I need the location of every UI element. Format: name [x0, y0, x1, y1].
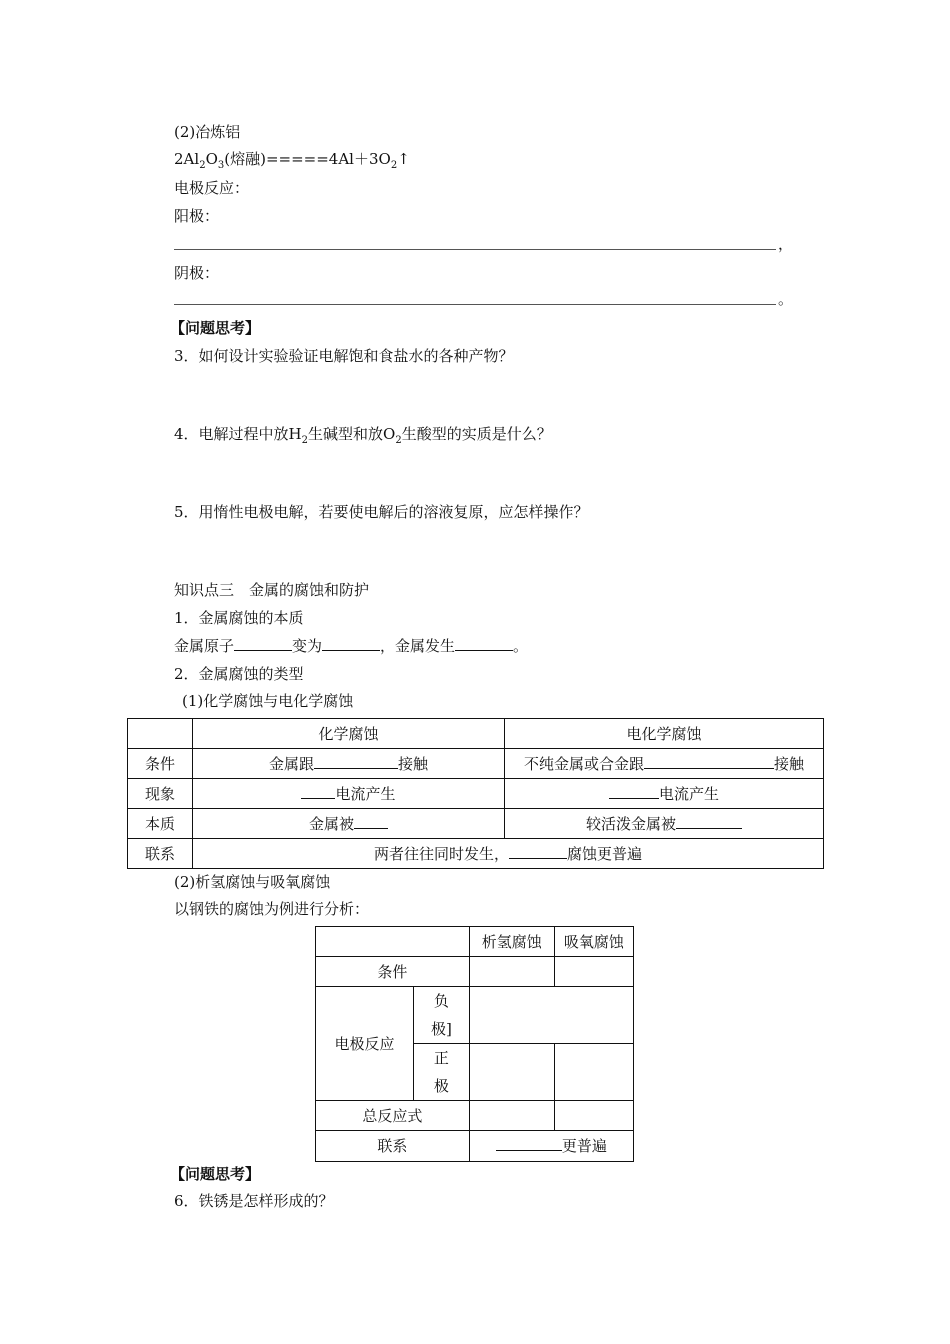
thinking-title-2: 【问题思考】	[170, 1165, 261, 1183]
row-label-essence: 本质	[128, 809, 193, 839]
item-1-title: 1．金属腐蚀的本质	[174, 609, 304, 627]
row-label-condition: 条件	[316, 957, 470, 987]
cell-phenomenon-electro: 电流产生	[505, 779, 824, 809]
subsection-1-title: (1)化学腐蚀与电化学腐蚀	[182, 692, 354, 710]
label-positive-electrode: 正 极	[414, 1044, 470, 1101]
item-1-fill: 金属原子 变为 ，金属发生 。	[174, 637, 529, 655]
cell-condition-o[interactable]	[554, 957, 633, 987]
cell-condition-chemical: 金属跟 接触	[193, 749, 505, 779]
blank-input[interactable]	[676, 814, 742, 829]
blank-input[interactable]	[314, 754, 398, 769]
row-label-relation: 联系	[316, 1131, 470, 1162]
thinking-title-1: 【问题思考】	[170, 319, 261, 337]
row-label-total: 总反应式	[316, 1101, 470, 1131]
cathode-end-punct: 。	[778, 290, 794, 308]
anode-end-punct: ，	[778, 235, 794, 253]
header-chemical: 化学腐蚀	[193, 719, 505, 749]
cell-total-h[interactable]	[469, 1101, 554, 1131]
label-negative-electrode: 负 极]	[414, 987, 470, 1044]
blank-input[interactable]	[509, 844, 567, 859]
header-oxygen-absorption: 吸氧腐蚀	[554, 927, 633, 957]
knowledge-point-3-title: 知识点三 金属的腐蚀和防护	[174, 581, 370, 599]
blank-input[interactable]	[644, 754, 774, 769]
blank-input[interactable]	[455, 636, 513, 651]
cell-essence-chemical: 金属被	[193, 809, 505, 839]
anode-label: 阳极：	[174, 207, 220, 225]
row-label-relation: 联系	[128, 839, 193, 869]
row-label-phenomenon: 现象	[128, 779, 193, 809]
cell-relation: 更普遍	[469, 1131, 633, 1162]
corrosion-comparison-table	[127, 718, 824, 869]
blank-input[interactable]	[354, 814, 388, 829]
cell-total-o[interactable]	[554, 1101, 633, 1131]
hydrogen-oxygen-corrosion-table	[315, 926, 634, 1162]
cell-positive-h[interactable]	[469, 1044, 554, 1101]
blank-input[interactable]	[496, 1136, 562, 1151]
blank-input[interactable]	[609, 784, 659, 799]
steel-corrosion-intro: 以钢铁的腐蚀为例进行分析：	[174, 900, 370, 918]
header-hydrogen-evolution: 析氢腐蚀	[469, 927, 554, 957]
question-3: 3．如何设计实验验证电解饱和食盐水的各种产物？	[174, 347, 514, 365]
header-electrochemical: 电化学腐蚀	[505, 719, 824, 749]
row-label-electrode: 电极反应	[316, 987, 414, 1101]
cathode-answer-line[interactable]	[174, 304, 776, 305]
question-6: 6．铁锈是怎样形成的？	[174, 1192, 334, 1210]
blank-input[interactable]	[322, 636, 380, 651]
cell-positive-o[interactable]	[554, 1044, 633, 1101]
cell-relation: 两者往往同时发生， 腐蚀更普遍	[193, 839, 824, 869]
question-5: 5．用惰性电极电解，若要使电解后的溶液复原，应怎样操作？	[174, 503, 589, 521]
anode-answer-line[interactable]	[174, 249, 776, 250]
cell-negative-reaction[interactable]	[469, 987, 633, 1044]
cell-condition-h[interactable]	[469, 957, 554, 987]
section-heading-aluminum: (2)冶炼铝	[174, 123, 241, 141]
cathode-label: 阴极：	[174, 264, 220, 282]
item-2-title: 2．金属腐蚀的类型	[174, 665, 304, 683]
cell-condition-electro: 不纯金属或合金跟 接触	[505, 749, 824, 779]
row-label-condition: 条件	[128, 749, 193, 779]
question-4: 4．电解过程中放$H_2$生碱型和放$O_2$生酸型的实质是什么？	[174, 425, 552, 446]
aluminum-equation: $2Al_2O_3$(熔融)$=====4Al+3O_2↑$	[174, 150, 410, 171]
blank-input[interactable]	[234, 636, 292, 651]
cell-phenomenon-chemical: 电流产生	[193, 779, 505, 809]
cell-essence-electro: 较活泼金属被	[505, 809, 824, 839]
electrode-reaction-label: 电极反应：	[174, 179, 250, 197]
blank-input[interactable]	[301, 784, 335, 799]
subsection-2-title: (2)析氢腐蚀与吸氧腐蚀	[174, 873, 331, 891]
